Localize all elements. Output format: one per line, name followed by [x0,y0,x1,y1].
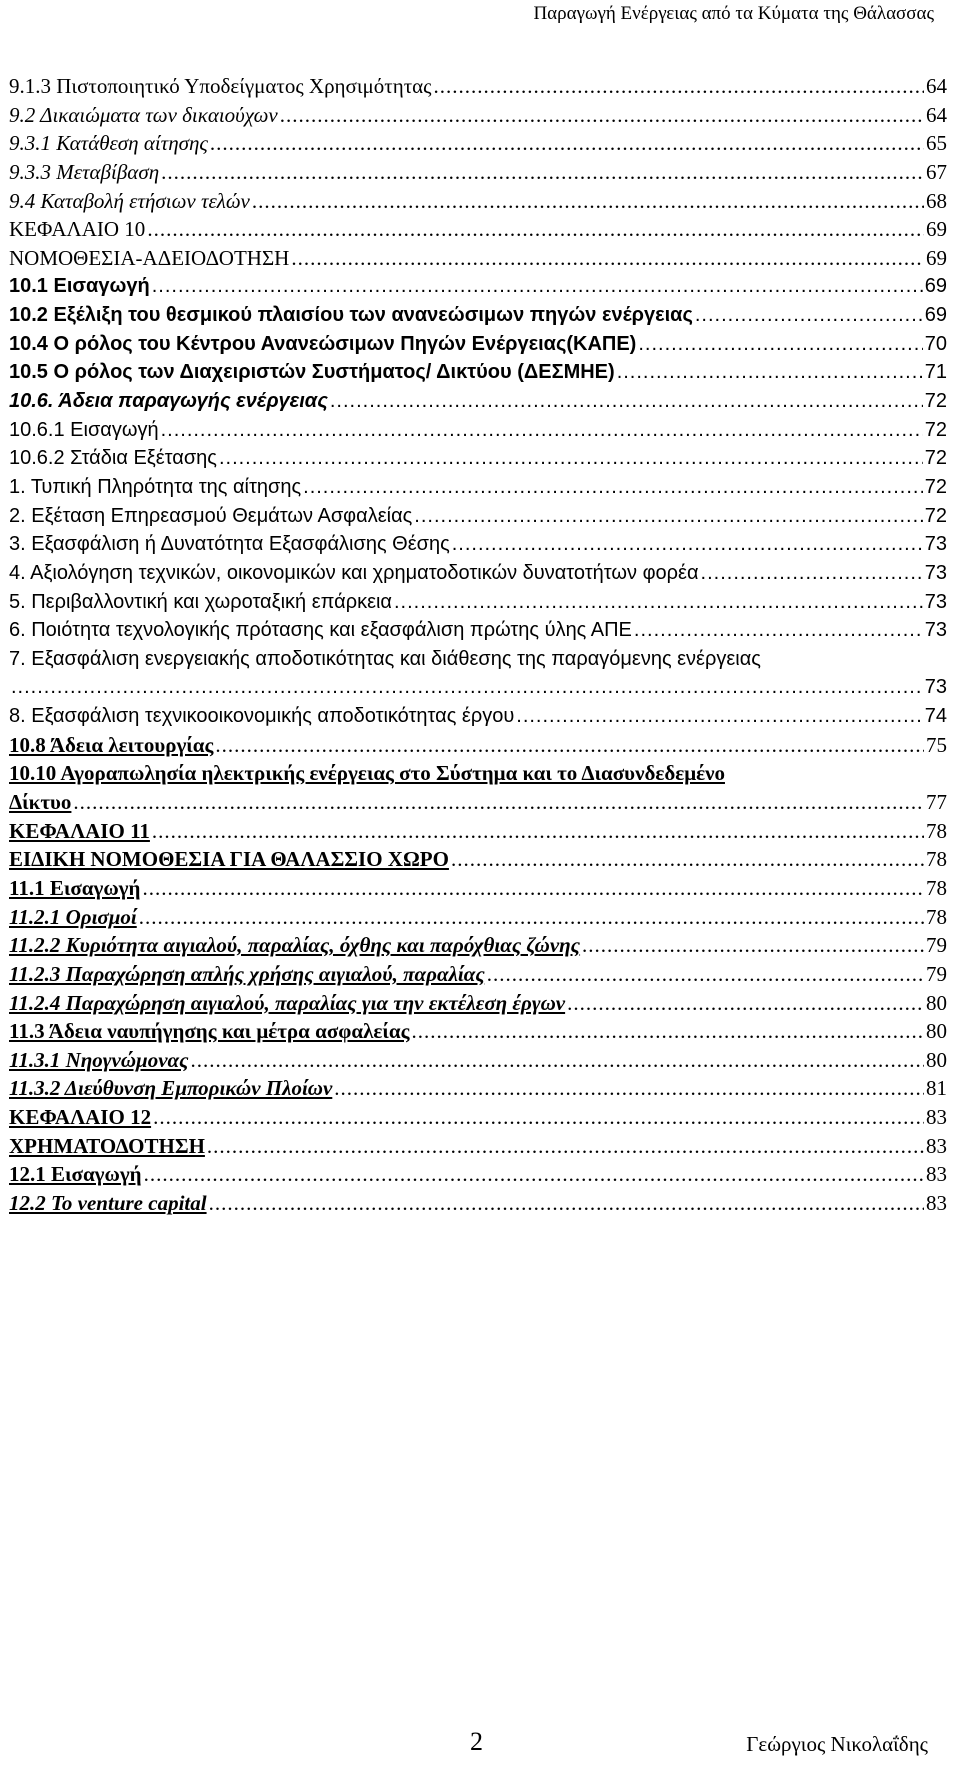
toc-entry-title: 9.4 Καταβολή ετήσιων τελών [9,188,250,213]
toc-page-number: 74 [924,705,947,728]
dot-leader [412,1017,925,1046]
toc-page-number: 73 [924,619,947,642]
toc-entry-title: ΚΕΦΑΛΑΙΟ 11 [9,818,150,843]
toc-entry-title: ΚΕΦΑΛΑΙΟ 12 [9,1105,152,1130]
toc-page-number: 75 [926,732,947,757]
toc-entry-continuation[interactable] [9,673,947,702]
toc-entry[interactable] [9,158,947,187]
toc-entry-title: 11.2.2 Κυριότητα αιγιαλού, παραλίας, όχθης και παρόχθιας ζώνης [9,933,581,958]
dot-leader [701,559,923,588]
toc-entry[interactable] [9,759,947,788]
toc-page-number: 80 [926,1019,947,1044]
toc-entry[interactable] [9,874,947,903]
toc-entry-title: 10.6. Άδεια παραγωγής ενέργειας [9,390,328,413]
toc-page-number: 70 [924,332,947,355]
toc-entry-title: 10.10 Αγοραπωλησία ηλεκτρικής ενέργειας στο Σύστημα και το Διασυνδεδεμένο [9,761,725,786]
toc-entry[interactable] [9,903,947,932]
toc-entry-title: 10.6.1 Εισαγωγή [9,418,159,441]
toc-page-number: 83 [926,1105,947,1130]
toc-entry[interactable] [9,588,947,617]
toc-entry-title: 1. Τυπική Πληρότητα της αίτησης [9,475,302,498]
dot-leader [252,187,924,216]
toc-entry[interactable] [9,101,947,130]
toc-entry[interactable] [9,1046,947,1075]
dot-leader [191,1046,924,1075]
toc-page-number: 77 [926,790,947,815]
toc-entry[interactable] [9,989,947,1018]
toc-entry[interactable] [9,960,947,989]
toc-entry[interactable] [9,187,947,216]
dot-leader [567,989,924,1018]
dot-leader [516,702,922,731]
toc-page-number: 64 [926,102,947,127]
dot-leader [209,1189,924,1218]
toc-entry-title: 3. Εξασφάλιση ή Δυνατότητα Εξασφάλισης Θέσης [9,533,450,556]
dot-leader [330,387,923,416]
dot-leader [147,215,924,244]
toc-entry-title: 10.2 Εξέλιξη του θεσμικού πλαισίου των ανανεώσιμων πηγών ενέργειας [9,304,693,327]
toc-page-number: 79 [926,933,947,958]
toc-page-number: 78 [926,904,947,929]
dot-leader [582,931,924,960]
toc-page-number: 73 [924,676,947,699]
toc-entry-title: ΧΡΗΜΑΤΟΔΟΤΗΣΗ [9,1133,205,1158]
toc-entry-title: ΚΕΦΑΛΑΙΟ 10 [9,217,146,242]
dot-leader [152,817,924,846]
toc-entry[interactable] [9,473,947,502]
toc-page-number: 65 [926,131,947,156]
toc-entry[interactable] [9,845,947,874]
toc-entry-title: 11.1 Εισαγωγή [9,875,141,900]
toc-page-number: 80 [926,1047,947,1072]
toc-entry-title: ΝΟΜΟΘΕΣΙΑ-ΑΔΕΙΟΔΟΤΗΣΗ [9,245,290,270]
toc-page-number: 67 [926,159,947,184]
dot-leader [414,502,922,531]
toc-page-number: 72 [924,475,947,498]
toc-entry[interactable] [9,215,947,244]
dot-leader [207,1132,924,1161]
dot-leader [210,129,924,158]
toc-page-number: 73 [924,533,947,556]
dot-leader [303,473,923,502]
toc-entry[interactable] [9,731,947,760]
toc-entry[interactable] [9,244,947,273]
toc-page-number: 73 [924,561,947,584]
toc-entry[interactable] [9,129,947,158]
toc-entry[interactable] [9,1017,947,1046]
toc-entry[interactable] [9,1160,947,1189]
toc-page-number: 78 [926,818,947,843]
toc-entry[interactable] [9,72,947,101]
toc-entry[interactable] [9,1103,947,1132]
toc-entry[interactable] [9,272,947,301]
toc-entry[interactable] [9,330,947,359]
toc-page-number: 71 [924,361,947,384]
dot-leader [280,101,924,130]
toc-entry-title: 11.2.4 Παραχώρηση αιγιαλού, παραλίας για την εκτέλεση έργων [9,990,566,1015]
page-number: 2 [470,1727,483,1756]
toc-page-number: 68 [926,188,947,213]
dot-leader [152,272,923,301]
dot-leader [452,530,923,559]
toc-page-number: 83 [926,1133,947,1158]
toc-entry-title: 11.3.1 Νηογνώμονας [9,1047,189,1072]
dot-leader [73,788,924,817]
toc-entry[interactable] [9,1189,947,1218]
dot-leader [142,874,924,903]
toc-page-number: 64 [926,74,947,98]
dot-leader [139,903,924,932]
toc-entry[interactable] [9,931,947,960]
toc-page-number: 80 [926,990,947,1015]
toc-page-number: 72 [924,504,947,527]
dot-leader [695,301,923,330]
toc-entry-title: 10.8 Άδεια λειτουργίας [9,732,214,757]
toc-page-number: 83 [926,1190,947,1215]
toc-entry[interactable] [9,530,947,559]
toc-entry[interactable] [9,645,947,674]
toc-page-number: 69 [926,245,947,270]
toc-entry[interactable] [9,387,947,416]
toc-entry-title: 9.2 Δικαιώματα των δικαιούχων [9,102,278,127]
toc-entry-title: 10.4 Ο ρόλος του Κέντρου Ανανεώσιμων Πηγών Ενέργειας(ΚΑΠΕ) [9,332,637,355]
dot-leader [144,1160,924,1189]
toc-entry-title: 10.5 Ο ρόλος των Διαχειριστών Συστήματος/ Δικτύου (ΔΕΣΜΗΕ) [9,361,615,384]
dot-leader [161,416,923,445]
running-header: Παραγωγή Ενέργειας από τα Κύματα της Θάλασσας [533,3,934,24]
toc-entry-title: 11.2.1 Ορισμοί [9,904,137,929]
toc-entry-title: 12.2 Το venture capital [9,1190,207,1215]
toc-entry-title: 9.3.1 Κατάθεση αίτησης [9,131,208,156]
toc-entry-title: 4. Αξιολόγηση τεχνικών, οικονομικών και χρηματοδοτικών δυνατοτήτων φορέα [9,561,699,584]
footer-author: Γεώργιος Νικολαΐδης [746,1732,928,1756]
toc-page-number: 69 [924,275,947,298]
toc-entry-title: 11.3 Άδεια ναυπήγησης και μέτρα ασφαλείας [9,1019,410,1044]
toc-entry-title: 10.6.2 Στάδια Εξέτασης [9,447,217,470]
toc-page-number: 69 [926,217,947,242]
dot-leader [617,358,923,387]
toc-page-number: 78 [926,847,947,872]
toc-page-number: 78 [926,875,947,900]
toc-page-number: 69 [924,304,947,327]
dot-leader [219,444,923,473]
dot-leader [634,616,923,645]
toc-entry-continuation[interactable] [9,788,947,817]
toc-entry-title: 11.2.3 Παραχώρηση απλής χρήσης αιγιαλού, παραλίας [9,961,485,986]
toc-entry-title: 7. Εξασφάλιση ενεργειακής αποδοτικότητας και διάθεσης της παραγόμενης ενέργειας [9,647,761,670]
toc-entry-title: 5. Περιβαλλοντική και χωροταξική επάρκεια [9,590,392,613]
dot-leader [487,960,924,989]
toc-page-number: 72 [924,418,947,441]
toc-entry-title: 10.1 Εισαγωγή [9,275,150,298]
toc-entry[interactable] [9,416,947,445]
toc-entry-title: 6. Ποιότητα τεχνολογικής πρότασης και εξασφάλιση πρώτης ύλης ΑΠΕ [9,619,632,642]
toc-entry-title: 9.3.3 Μεταβίβαση [9,159,160,184]
toc-page-number: 83 [926,1162,947,1187]
dot-leader [161,158,924,187]
toc-entry[interactable] [9,817,947,846]
dot-leader [334,1074,924,1103]
dot-leader [433,72,924,101]
toc-entry-title-continued: Δίκτυο [9,790,72,815]
dot-leader [11,673,923,702]
toc-entry[interactable] [9,616,947,645]
dot-leader [153,1103,924,1132]
toc-entry-title: 2. Εξέταση Επηρεασμού Θεμάτων Ασφαλείας [9,504,413,527]
toc-entry[interactable] [9,1132,947,1161]
toc-entry-title: 12.1 Εισαγωγή [9,1162,142,1187]
toc-entry-title: ΕΙΔΙΚΗ ΝΟΜΟΘΕΣΙΑ ΓΙΑ ΘΑΛΑΣΣΙΟ ΧΩΡΟ [9,847,449,872]
toc-entry[interactable] [9,502,947,531]
toc-entry-title: 9.1.3 Πιστοποιητικό Υποδείγματος Χρησιμότητας [9,74,432,98]
dot-leader [394,588,923,617]
dot-leader [215,731,924,760]
toc-entry[interactable] [9,702,947,731]
toc-page-number: 73 [924,590,947,613]
toc-entry[interactable] [9,1074,947,1103]
dot-leader [291,244,924,273]
table-of-contents [9,72,947,1218]
toc-entry-title: 8. Εξασφάλιση τεχνικοοικονομικής αποδοτικότητας έργου [9,705,515,728]
toc-entry[interactable] [9,301,947,330]
dot-leader [638,330,922,359]
dot-leader [451,845,924,874]
toc-entry-title: 11.3.2 Διεύθυνση Εμπορικών Πλοίων [9,1076,333,1101]
toc-entry[interactable] [9,358,947,387]
toc-page-number: 72 [924,447,947,470]
toc-entry[interactable] [9,444,947,473]
toc-entry[interactable] [9,559,947,588]
toc-page-number: 79 [926,961,947,986]
toc-page-number: 81 [926,1076,947,1101]
toc-page-number: 72 [924,390,947,413]
